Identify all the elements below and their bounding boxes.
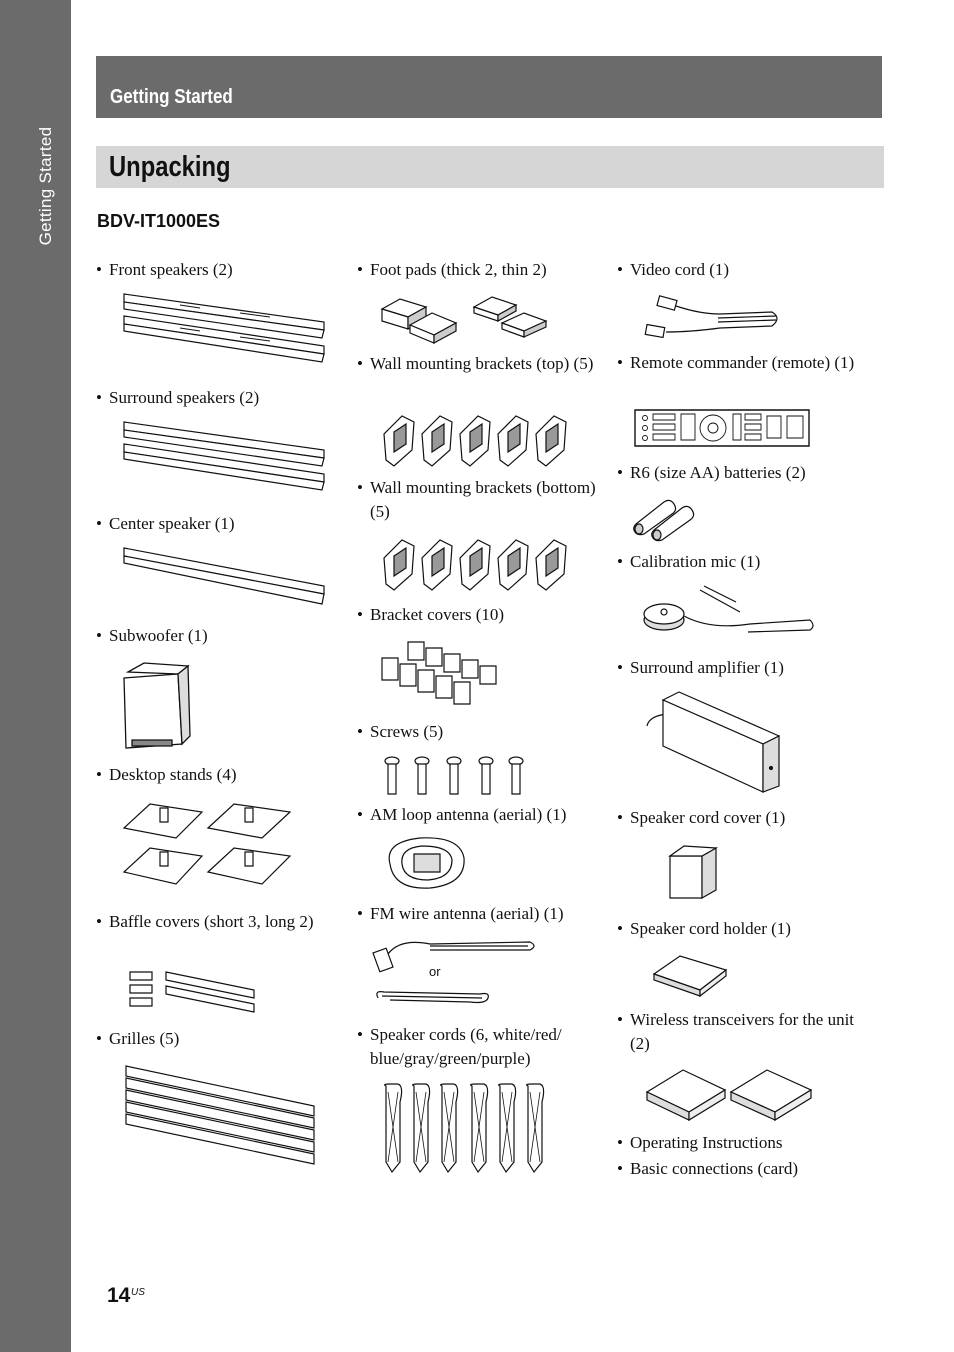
center-speaker-illustration [120, 546, 330, 611]
list-item-bracket-covers [357, 603, 602, 627]
bullet: • [357, 805, 363, 824]
list-item-desktop-stands [96, 763, 336, 787]
calibration-mic-illustration [640, 584, 820, 642]
bullet: • [357, 260, 363, 279]
item-label: Video cord (1) [630, 260, 730, 279]
bullet: • [96, 626, 102, 645]
desktop-stands-illustration [120, 800, 295, 898]
bullet: • [617, 260, 623, 279]
item-label: Speaker cords (6, white/red/ blue/gray/green/purple) [370, 1025, 562, 1068]
bullet: • [617, 1159, 623, 1178]
model-heading: BDV-IT1000ES [97, 211, 221, 231]
item-label: Bracket covers (10) [370, 605, 505, 624]
item-label: Remote commander (remote) (1) [630, 353, 855, 372]
item-label: Foot pads (thick 2, thin 2) [370, 260, 547, 279]
item-label: Subwoofer (1) [109, 626, 208, 645]
speaker-cords-illustration [380, 1082, 552, 1177]
bullet: • [96, 260, 102, 279]
video-cord-illustration [640, 294, 785, 346]
list-item-fm-antenna [357, 902, 602, 926]
bullet: • [96, 912, 102, 931]
item-label: Wireless transceivers for the unit (2) [630, 1010, 855, 1053]
speaker-cord-holder-illustration [650, 952, 730, 998]
list-item-speaker-cords [357, 1023, 602, 1071]
bullet: • [357, 1025, 363, 1044]
bullet: • [617, 808, 623, 827]
item-label: Desktop stands (4) [109, 765, 237, 784]
item-label: Front speakers (2) [109, 260, 233, 279]
or-label: or [429, 964, 441, 979]
bullet: • [357, 722, 363, 741]
speaker-cord-cover-illustration [666, 842, 721, 902]
item-label: FM wire antenna (aerial) (1) [370, 904, 564, 923]
item-label: Wall mounting brackets (bottom) (5) [370, 478, 596, 521]
item-label: Operating Instructions [630, 1133, 783, 1152]
bullet: • [96, 765, 102, 784]
list-item-wall-brackets-bottom [357, 476, 602, 524]
list-item-surround-speakers [96, 386, 336, 410]
front-speakers-illustration [120, 292, 330, 382]
item-label: Screws (5) [370, 722, 444, 741]
list-item-surround-amplifier [617, 656, 862, 680]
bullet: • [617, 658, 623, 677]
fm-antenna-illustration [370, 932, 540, 1014]
bullet: • [617, 919, 623, 938]
bullet: • [617, 463, 623, 482]
item-label: Wall mounting brackets (top) (5) [370, 354, 594, 373]
item-label: Center speaker (1) [109, 514, 235, 533]
surround-speakers-illustration [120, 420, 330, 505]
sidebar-tab [0, 0, 71, 1352]
list-item-operating-instructions [617, 1131, 862, 1155]
bullet: • [617, 1010, 623, 1029]
sidebar-label: Getting Started [36, 126, 55, 246]
baffle-covers-illustration [126, 968, 256, 1016]
list-item-wall-brackets-top [357, 352, 602, 376]
item-label: Speaker cord holder (1) [630, 919, 791, 938]
bullet: • [357, 354, 363, 373]
list-item-speaker-cord-cover [617, 806, 862, 830]
bullet: • [357, 904, 363, 923]
bullet: • [617, 552, 623, 571]
foot-pads-illustration [380, 295, 550, 345]
item-label: Grilles (5) [109, 1029, 180, 1048]
item-label: Speaker cord cover (1) [630, 808, 786, 827]
bullet: • [357, 478, 363, 497]
title-bar [96, 146, 884, 188]
item-label: Surround amplifier (1) [630, 658, 784, 677]
item-label: Calibration mic (1) [630, 552, 761, 571]
page-number: 14 [107, 1284, 131, 1307]
list-item-grilles [96, 1027, 336, 1051]
section-title: Getting Started [110, 86, 233, 108]
item-label: Basic connections (card) [630, 1159, 799, 1178]
list-item-batteries [617, 461, 862, 485]
wall-brackets-top-illustration [380, 410, 575, 468]
screws-illustration [382, 756, 524, 796]
list-item-center-speaker [96, 512, 336, 536]
item-label: Baffle covers (short 3, long 2) [109, 912, 314, 931]
item-label: Surround speakers (2) [109, 388, 260, 407]
list-item-foot-pads [357, 258, 602, 282]
bullet: • [96, 514, 102, 533]
bullet: • [617, 1133, 623, 1152]
bullet: • [96, 1029, 102, 1048]
grilles-illustration [122, 1064, 318, 1168]
list-item-video-cord [617, 258, 862, 282]
bullet: • [357, 605, 363, 624]
list-item-speaker-cord-holder [617, 917, 862, 941]
list-item-basic-connections [617, 1157, 862, 1181]
surround-amplifier-illustration [645, 690, 785, 794]
item-label: R6 (size AA) batteries (2) [630, 463, 806, 482]
page-number-suffix: US [131, 1287, 145, 1298]
list-item-remote [617, 351, 862, 375]
batteries-illustration [630, 494, 702, 538]
remote-illustration [633, 408, 811, 448]
bullet: • [96, 388, 102, 407]
list-item-wireless-transceivers [617, 1008, 862, 1056]
list-item-calibration-mic [617, 550, 862, 574]
list-item-baffle-covers [96, 910, 336, 934]
list-item-subwoofer [96, 624, 336, 648]
list-item-am-antenna [357, 803, 602, 827]
section-header [96, 56, 882, 118]
list-item-front-speakers [96, 258, 336, 282]
list-item-screws [357, 720, 602, 744]
bracket-covers-illustration [378, 638, 503, 708]
wireless-transceivers-illustration [643, 1066, 815, 1124]
item-label: AM loop antenna (aerial) (1) [370, 805, 567, 824]
am-antenna-illustration [380, 834, 470, 892]
page-title: Unpacking [109, 151, 231, 183]
wall-brackets-bottom-illustration [380, 534, 575, 592]
bullet: • [617, 353, 623, 372]
subwoofer-illustration [118, 660, 193, 752]
